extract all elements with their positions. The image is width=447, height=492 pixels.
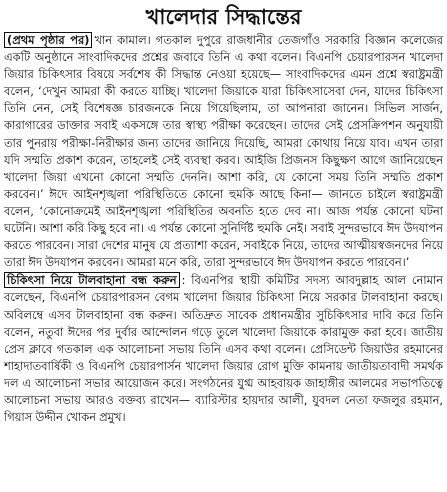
article-headline: খালেদার সিদ্ধান্তের (145, 5, 302, 29)
subheading: চিকিৎসা নিয়ে টালবাহানা বন্ধ করুন (4, 272, 180, 288)
paragraph-text: খান কামাল। গতকাল দুপুরে রাজধানীর তেজগাঁও সরকারি বিজ্ঞান কলেজের একটি অনুষ্ঠানে সাংবাদিকদের প্রশ্নের জবাবে তিনি এ কথা বলেন। বিএনপি চেয়ারপারসন খালেদা জিয়ার চিকিৎসার বিষয়ে সর্বশেষ কী সিদ্ধান্ত নেওয়া হয়েছে— সাংবাদিকদের এমন প্রশ্নে স্বরাষ্ট্রমন্ত্রী বলেন, ‘দেখুন আমরা কী করতে যাচ্ছি। খালেদা জিয়াকে যারা চিকিৎসাসেবা দেন, যাদের চিকিৎসা তিনি নেন, সেই বিশেষজ্ঞ চারজনকে নিয়ে গিয়েছিলাম, তা আপনারা জানেন। সিভিল সার্জন, কারাগারের ডাক্তার সবাই একসঙ্গে তার স্বাস্থ্য পরীক্ষা করেছেন। তাদের সেই প্রেসক্রিপশন অনুযায়ী তার পুনরায় পরীক্ষা-নিরীক্ষার জন্য তাদের জানিয়ে দিয়েছি, আমরা কোথায় নিয়ে যাব। এখন তারা যদি সম্মতি প্রকাশ করেন, তাহলেই সেই ব্যবস্থা করব। আইজি প্রিজনস কিছুক্ষণ আগে জানিয়েছেন খালেদা জিয়া এখনো কোনো সম্মতি দেননি। আশা করি, যে কোনো সময় তিনি সম্মতি প্রকাশ করবেন।’ ঈদে আইনশৃঙ্খলা পরিস্থিতিতে কোনো হুমকি আছে কিনা— জানতে চাইলে স্বরাষ্ট্রমন্ত্রী বলেন, ‘কোনোক্রমেই আইনশৃঙ্খলা পরিস্থিতির অবনতি হতে দেব না। আজ পর্যন্ত কোনো ঘটনা ঘটেনি। আশা করি কিছু হবে না। এ পর্যন্ত কোনো সুনির্দিষ্ট হুমকি নেই। সবাই সুন্দরভাবে ঈদ উদযাপন করতে পারবেন। সারা দেশের মানুষ যে প্রত্যাশা করেন, সবাইকে নিয়ে, তাদের আত্মীয়স্বজনদের নিয়ে তারা ঈদ উদযাপন করবেন। আমরা মনে করি, তারা সুন্দরভাবে ঈদ উদযাপন করতে পারবেন।’ (4, 33, 443, 270)
paragraph-text: : বিএনপির স্থায়ী কমিটির সদস্য আবদুল্লাহ আল নোমান বলেছেন, বিএনপি চেয়ারপারসন বেগম খালেদা জিয়ার চিকিৎসা নিয়ে সরকার টালবাহানা করছে। অবিলম্বে এসব টালবাহানা বন্ধ করুন। অতিদ্রুত সাবেক প্রধানমন্ত্রীর সুচিকিৎসার দাবি করে তিনি বলেন, নতুবা ঈদের পর দুর্বার আন্দোলন গড়ে তুলে খালেদা জিয়াকে কারামুক্ত করা হবে। জাতীয় প্রেস ক্লাবে গতকাল এক আলোচনা সভায় তিনি এসব কথা বলেন। প্রেসিডেন্ট জিয়াউর রহমানের শাহাদাতবার্ষিকী ও বিএনপি চেয়ারপার্সন খালেদা জিয়ার রোগ মুক্তি কামনায় জাতীয়তাবাদী সমর্থক দল এ আলোচনা সভার আয়োজন করে। সংগঠনের যুগ্ম আহবায়ক জাহাঙ্গীর আলমের সভাপতিত্বে আলোচনা সভায় আরও বক্তব্য রাখেন— ব্যারিস্টার হায়দার আলী, যুবদল নেতা ফজলুর রহমান, গিয়াস উদ্দীন খোকন প্রমুখ। (4, 273, 443, 425)
article-paragraph (4, 32, 443, 271)
article-paragraph (4, 272, 443, 426)
continuation-label: (প্রথম পৃষ্ঠার পর) (4, 32, 92, 48)
